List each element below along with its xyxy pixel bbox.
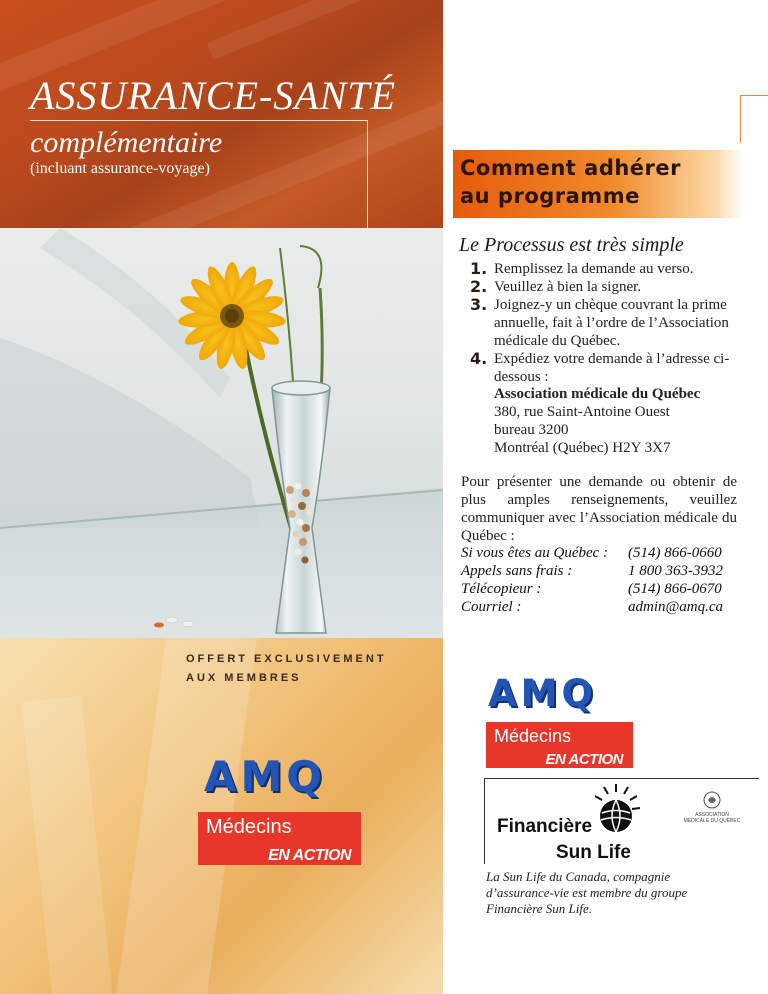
step-4: [470, 350, 750, 386]
contact-value[interactable]: admin@amq.ca: [628, 599, 724, 615]
process-title: Le Processus est très simple: [459, 234, 684, 256]
contact-label: Si vous êtes au Québec :: [461, 545, 609, 561]
step-number: 2.: [470, 277, 488, 296]
offer-line-2: AUX MEMBRES: [186, 672, 302, 684]
step-3: [470, 296, 750, 350]
contact-value: (514) 866-0670: [628, 581, 722, 597]
flower-vase-photo: [0, 228, 443, 638]
sun-globe-icon: [586, 780, 646, 840]
address-org: Association médicale du Québec: [494, 386, 701, 402]
step-text: Veuillez à bien la signer.: [494, 279, 642, 295]
sunlife-frame-left: [484, 778, 485, 864]
medecins-label: Médecins: [494, 726, 572, 746]
amq-logo-right: AMQ: [488, 672, 597, 715]
how-line-2: au programme: [460, 184, 640, 208]
medecins-logo-left: [198, 812, 361, 865]
step-text: Expédiez votre demande à l’adresse ci-dessous :: [494, 351, 730, 385]
flower-vase-illustration: [0, 228, 443, 638]
offer-line-1: OFFERT EXCLUSIVEMENT: [186, 653, 387, 665]
corner-rule: [740, 95, 741, 143]
contact-label: Appels sans frais :: [461, 563, 573, 579]
title-main: ASSURANCE-SANTÉ: [30, 73, 397, 118]
contact-label: Télécopieur :: [461, 581, 542, 597]
how-line-1: Comment adhérer: [460, 156, 681, 180]
step-2: [470, 278, 750, 297]
step-number: 1.: [470, 259, 488, 278]
step-text: Remplissez la demande au verso.: [494, 261, 694, 277]
address-suite: bureau 3200: [494, 422, 569, 438]
en-action-label: EN ACTION: [545, 751, 623, 768]
title-subtitle: complémentaire: [30, 126, 223, 159]
amq-seal-icon: [700, 790, 724, 812]
address-street: 380, rue Saint-Antoine Ouest: [494, 404, 670, 420]
sunlife-caption: La Sun Life du Canada, compagnie d’assurance-vie est membre du groupe Financière Sun Life.: [486, 869, 688, 916]
address-city: Montréal (Québec) H2Y 3X7: [494, 440, 671, 456]
en-action-label: EN ACTION: [268, 847, 351, 864]
step-number: 3.: [470, 295, 488, 314]
step-1: [470, 260, 750, 279]
title-rule: [30, 120, 368, 121]
corner-rule-top: [740, 95, 768, 96]
contact-value: (514) 866-0660: [628, 545, 722, 561]
step-text: Joignez-y un chèque couvrant la prime annuelle, fait à l’ordre de l’Association médicale du Québec.: [494, 297, 729, 349]
offer-text: [186, 650, 406, 688]
contact-label: Courriel :: [461, 599, 522, 615]
step-number: 4.: [470, 349, 488, 368]
contact-intro: Pour présenter une demande ou obtenir de plus amples renseignements, veuillez communiquer avec l’Association médicale du Québec :: [461, 474, 737, 544]
medecins-logo-right: [486, 722, 633, 768]
amq-logo-left: AMQ: [204, 752, 327, 801]
title-note: (incluant assurance-voyage): [30, 160, 210, 177]
title-rule-vertical: [367, 120, 368, 228]
amq-seal-caption: ASSOCIATION MÉDICALE DU QUÉBEC: [683, 812, 741, 824]
sunlife-name-1: Financière: [497, 816, 593, 837]
sunlife-frame-top: [484, 778, 759, 779]
sunlife-name-2: Sun Life: [556, 842, 631, 863]
medecins-label: Médecins: [206, 816, 292, 838]
contact-value: 1 800 363-3932: [628, 563, 723, 579]
